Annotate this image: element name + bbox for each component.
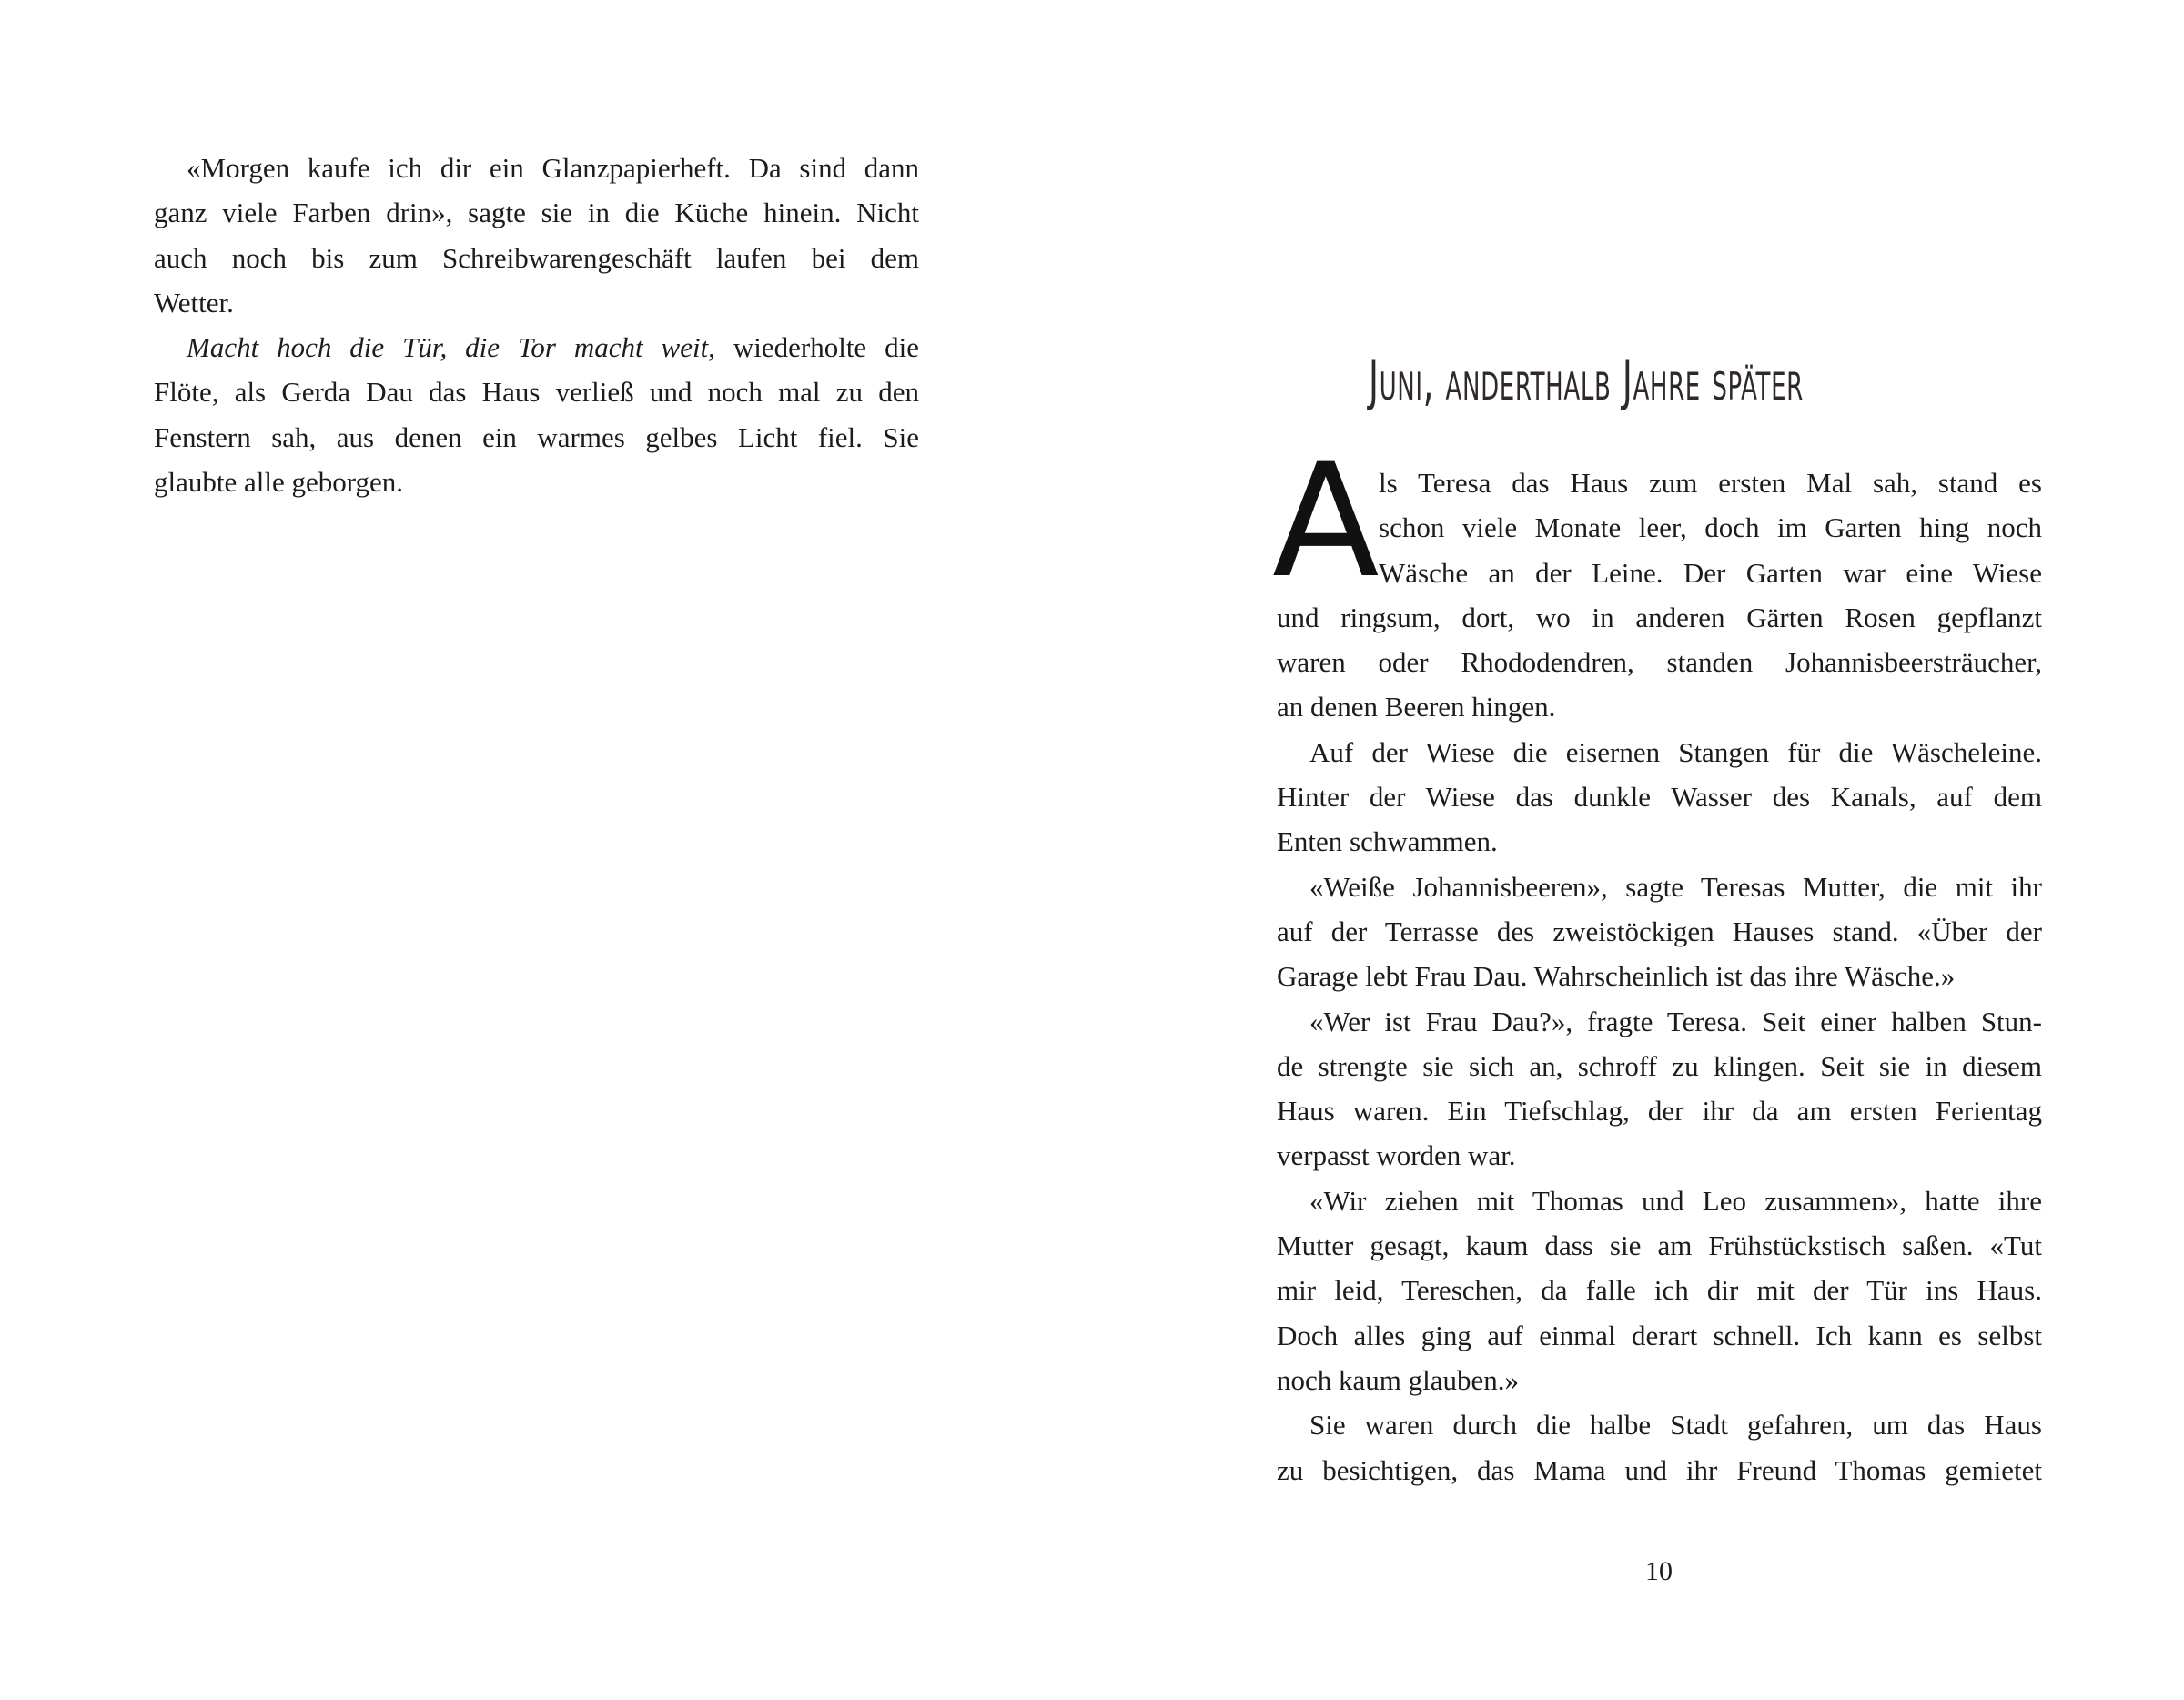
- text-line: auch noch bis zum Schreibwarengeschäft laufen bei dem: [154, 241, 919, 274]
- drop-cap: A: [1272, 430, 1380, 612]
- text-line: glaubte alle geborgen.: [154, 466, 404, 499]
- page-number: 10: [1645, 1556, 1673, 1586]
- left-page-text: [154, 146, 919, 504]
- text-line: waren oder Rhododendren, standen Johannisbeersträucher,: [1277, 646, 2042, 679]
- text-line: Wetter.: [154, 286, 234, 319]
- text-line: und ringsum, dort, wo in anderen Gärten Rosen gepflanzt: [1277, 601, 2042, 633]
- song-quote: Macht hoch die Tür, die Tor macht weit: [187, 331, 709, 364]
- text-line: Wäsche an der Leine. Der Garten war eine Wiese: [1379, 556, 2042, 589]
- text-line: an denen Beeren hingen.: [1277, 691, 1556, 724]
- text-line: auf der Terrasse des zweistöckigen Hauses stand. «Über der: [1277, 915, 2042, 947]
- text-line: ls Teresa das Haus zum ersten Mal sah, stand es: [1379, 467, 2042, 499]
- text-line: verpasst worden war.: [1277, 1139, 1516, 1172]
- text-line: noch kaum glauben.»: [1277, 1363, 1520, 1396]
- text-line: «Morgen kaufe ich dir ein Glanzpapierheft. Da sind dann: [187, 152, 919, 184]
- text-line: Garage lebt Frau Dau. Wahrscheinlich ist das ihre Wäsche.»: [1277, 960, 1956, 993]
- text-line: «Wer ist Frau Dau?», fragte Teresa. Seit einer halben Stun-: [1309, 1005, 2042, 1037]
- text-line: zu besichtigen, das Mama und ihr Freund Thomas gemietet: [1277, 1453, 2042, 1486]
- chapter-title: Juni, anderthalb Jahre später: [1369, 349, 1804, 413]
- text-line: [154, 325, 919, 369]
- text-fragment: , wiederholte die: [708, 331, 919, 364]
- right-page-text: [1277, 460, 2042, 1493]
- text-line: Haus waren. Ein Tiefschlag, der ihr da am ersten Ferientag: [1277, 1095, 2042, 1128]
- text-line: Enten schwammen.: [1277, 825, 1498, 858]
- text-line: Sie waren durch die halbe Stadt gefahren, um das Haus: [1309, 1409, 2042, 1442]
- text-line: Mutter gesagt, kaum dass sie am Frühstückstisch saßen. «Tut: [1277, 1229, 2042, 1262]
- text-line: de strengte sie sich an, schroff zu klingen. Seit sie in diesem: [1277, 1049, 2042, 1082]
- text-line: «Weiße Johannisbeeren», sagte Teresas Mutter, die mit ihr: [1309, 870, 2042, 903]
- text-line: ganz viele Farben drin», sagte sie in die Küche hinein. Nicht: [154, 197, 919, 229]
- text-line: schon viele Monate leer, doch im Garten hing noch: [1379, 511, 2042, 544]
- text-line: Doch alles ging auf einmal derart schnell. Ich kann es selbst: [1277, 1319, 2042, 1351]
- text-line: Fenstern sah, aus denen ein warmes gelbes Licht fiel. Sie: [154, 420, 919, 453]
- text-line: Auf der Wiese die eisernen Stangen für die Wäscheleine.: [1309, 735, 2042, 768]
- text-line: Flöte, als Gerda Dau das Haus verließ und noch mal zu den: [154, 376, 919, 409]
- text-line: Hinter der Wiese das dunkle Wasser des Kanals, auf dem: [1277, 781, 2042, 814]
- text-line: mir leid, Tereschen, da falle ich dir mit der Tür ins Haus.: [1277, 1274, 2042, 1307]
- text-line: «Wir ziehen mit Thomas und Leo zusammen», hatte ihre: [1309, 1184, 2042, 1217]
